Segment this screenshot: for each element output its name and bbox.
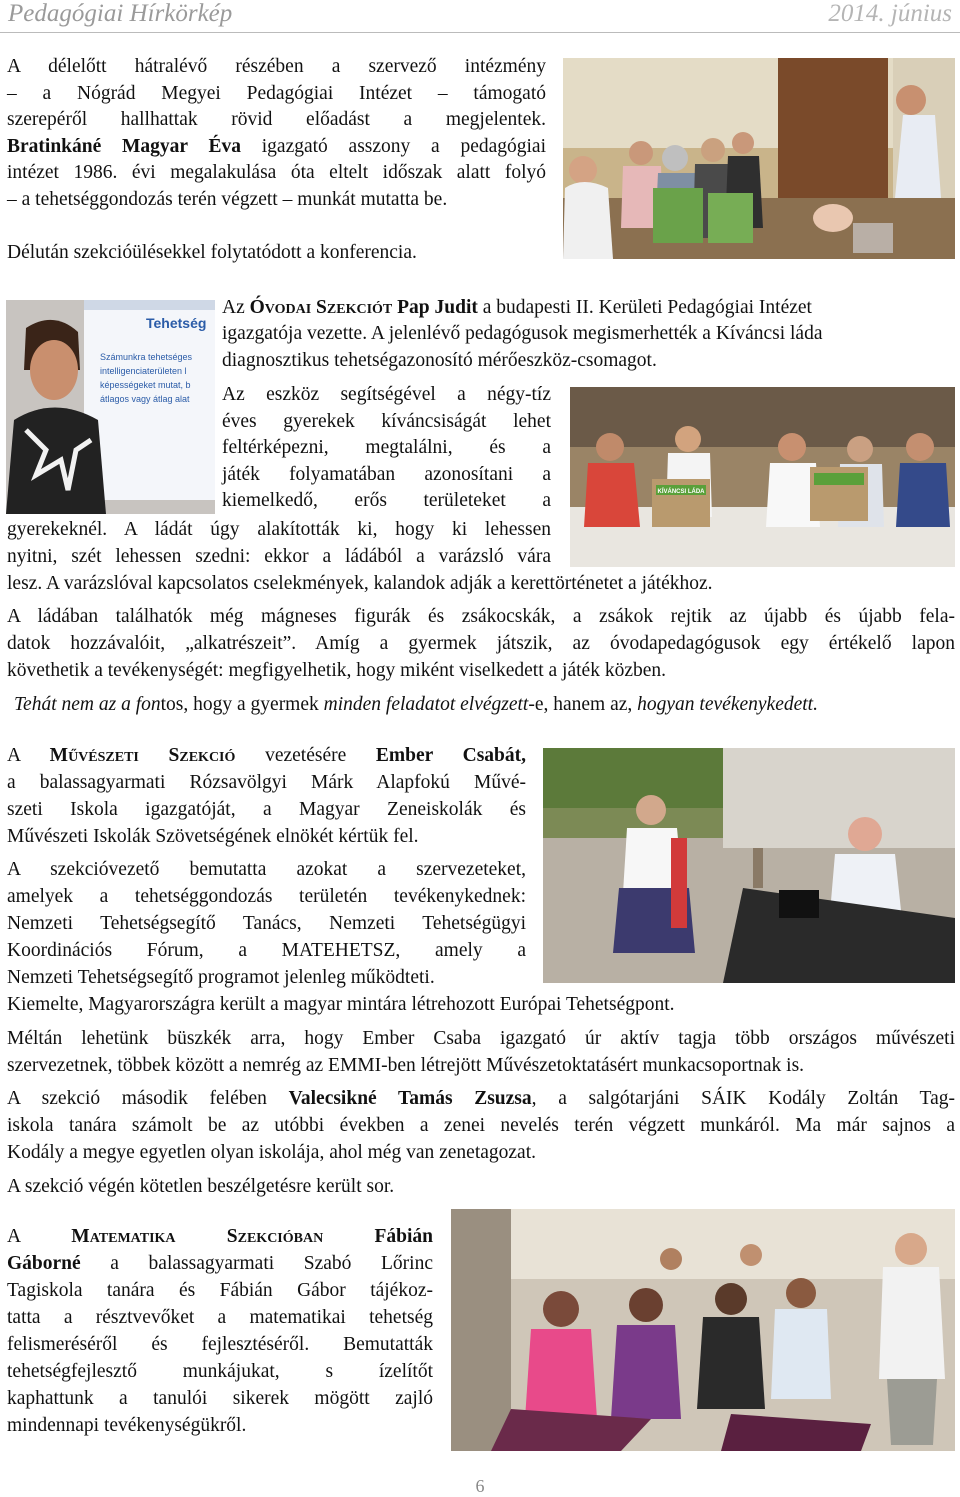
ovodai-line: éves gyerekek kíváncsiságát lehet <box>222 411 551 432</box>
person-name: Ember Csabát, <box>375 745 526 766</box>
conference-photo <box>563 58 955 259</box>
ovodai-line: datok hozzávalóit, „alkatrészeit”. Amíg a gyermek játszik, az óvodapedagógusok egy értékelő lapon <box>7 633 955 654</box>
muveszeti-line: Méltán lehetünk büszkék arra, hogy Ember Csaba igazgató úr aktív tagja több országos művészeti <box>7 1028 955 1049</box>
workshop-photo <box>570 387 955 567</box>
ovodai-line: igazgatója vezette. A jelenlévő pedagógusok megismerhették a Kíváncsi láda <box>222 323 823 344</box>
section-name: Óvodai Szekciót <box>249 297 393 318</box>
muveszeti-line: Kiemelte, Magyarországra került a magyar mintára létrehozott Európai Tehetségpont. <box>7 994 675 1015</box>
muveszeti-line: szeti Iskola igazgatóját, a Magyar Zeneiskolák és <box>7 799 526 820</box>
muveszeti-line: szervezetnek, többek között a nemrég az EMMI-ben létrejött Művészetoktatásért munkacsoportnak is. <box>7 1055 805 1076</box>
intro-line: A délelőtt hátralévő részében a szervező intézmény <box>7 56 546 77</box>
person-name: Pap Judit <box>397 297 478 318</box>
page-number: 6 <box>475 1476 485 1496</box>
intro-line: Bratinkáné Magyar Éva igazgató asszony a pedagógiai <box>7 136 547 157</box>
muveszeti-line: Művészeti Iskolák Szövetségének elnökét kértük fel. <box>7 826 419 847</box>
slide-line: képességeket mutat, b <box>100 380 191 390</box>
publication-title: Pedagógiai Hírkörkép <box>8 0 233 27</box>
muveszeti-line: amelyek a tehetséggondozás területén tevékenykednek: <box>7 886 526 907</box>
intro-line: – a tehetséggondozás terén végzett – munkát mutatta be. <box>7 189 448 210</box>
ovodai-line: feltérképezni, megtalálni, és a <box>222 437 551 458</box>
ovodai-line: követhetik a tevékenységét: megfigyelhetik, hogy miként viselkedett a játék közben. <box>7 660 667 681</box>
muveszeti-line: Kodály a megye egyetlen olyan iskolája, ahol még van zenetagozat. <box>7 1142 537 1163</box>
muveszeti-line: Koordinációs Fórum, a MATEHETSZ, amely a <box>7 940 526 961</box>
muveszeti-line: Nemzeti Tehetségsegítő programot jelenleg működteti. <box>7 967 435 988</box>
intro-line: – a Nógrád Megyei Pedagógiai Intézet – támogató <box>7 83 546 104</box>
ovodai-line: Az eszköz segítségével a négy-tíz <box>222 384 551 405</box>
person-name: Gáborné <box>7 1253 81 1274</box>
matematika-line: tatta a résztvevőket a matematikai tehetség <box>7 1307 433 1328</box>
muveszeti-line: A Művészeti Szekció vezetésére Ember Csabát, <box>7 745 526 766</box>
matematika-line: tehetségfejlesztő munkájukat, s ízelítőt <box>7 1361 433 1382</box>
section-name: Matematika Szekcióban <box>71 1226 324 1247</box>
ovodai-line: kiemelkedő, erős területeket a <box>222 490 551 511</box>
intro-line: intézet 1986. évi megalakulása óta eltelt időszak alatt folyó <box>7 162 546 183</box>
ovodai-line: diagnosztikus tehetségazonosító mérőeszköz-csomagot. <box>222 350 657 371</box>
matematika-line: A Matematika Szekcióban Fábián <box>7 1226 434 1247</box>
intro-afternoon: Délután szekcióülésekkel folytatódott a konferencia. <box>7 242 417 263</box>
slide-title: Tehetség <box>146 315 207 331</box>
ovodai-quote: Tehát nem az a fontos, hogy a gyermek minden feladatot elvégzett-e, hanem az, hogyan tevékenykedett. <box>14 694 818 715</box>
person-name: Bratinkáné Magyar Éva <box>7 136 241 157</box>
muveszeti-line: iskola tanára számolt be az utóbbi években a zenei nevelés terén végzett munkáról. Ma már sajnos a <box>7 1115 955 1136</box>
slide-line: intelligenciaterületen l <box>100 366 187 376</box>
muveszeti-line: A szekcióvezető bemutatta azokat a szervezeteket, <box>7 859 526 880</box>
slide-line: Számunkra tehetséges <box>100 352 193 362</box>
slide-line: átlagos vagy átlag alat <box>100 394 190 404</box>
matematika-line: felismeréséről és fejlesztéséről. Bemutatták <box>7 1334 433 1355</box>
muveszeti-line: A szekció végén kötetlen beszélgetésre került sor. <box>7 1176 395 1197</box>
ovodai-line: nyitni, szét lehessen szedni: ekkor a ládából a varázsló vára <box>7 546 551 567</box>
page-header <box>0 0 960 33</box>
ovodai-line: A ládában találhatók még mágneses figurák és zsákocskák, a zsákok rejtik az újabb és újabb fela- <box>7 606 955 627</box>
section-name: Művészeti Szekció <box>49 745 236 766</box>
presenter-photo <box>6 300 215 514</box>
box-label: KÍVÁNCSI LÁDA <box>657 489 705 495</box>
music-section-photo <box>543 748 955 983</box>
issue-date: 2014. június <box>828 0 952 27</box>
math-section-photo <box>451 1209 955 1451</box>
muveszeti-line: A szekció második felében Valecsikné Tamás Zsuzsa, a salgótarjáni SÁIK Kodály Zoltán Tag- <box>7 1088 956 1109</box>
person-name: Valecsikné Tamás Zsuzsa <box>288 1088 532 1109</box>
person-name: Fábián <box>374 1226 434 1247</box>
muveszeti-line: a balassagyarmati Rózsavölgyi Márk Alapfokú Művé- <box>7 772 526 793</box>
muveszeti-line: Nemzeti Tehetségsegítő Tanács, Nemzeti Tehetségügyi <box>7 913 526 934</box>
intro-line: szerepéről hallhattak rövid előadást a megjelentek. <box>7 109 546 130</box>
matematika-line: Tagiskola tanára és Fábián Gábor tájékoz- <box>7 1280 433 1301</box>
ovodai-line: Az Óvodai Szekciót Pap Judit a budapesti II. Kerületi Pedagógiai Intézet <box>222 297 812 318</box>
ovodai-line: játék folyamatában azonosítani a <box>222 464 551 485</box>
ovodai-line: gyerekeknél. A ládát úgy alakították ki, hogy ki lehessen <box>7 519 551 540</box>
ovodai-line: lesz. A varázslóval kapcsolatos cselekmények, kalandok adják a kerettörténetet a játékhoz. <box>7 573 713 594</box>
matematika-line: Gáborné a balassagyarmati Szabó Lőrinc <box>7 1253 434 1274</box>
matematika-line: mindennapi tevékenységükről. <box>7 1415 247 1436</box>
matematika-line: kaphattunk a tanulói sikerek mögött zajló <box>7 1388 433 1409</box>
